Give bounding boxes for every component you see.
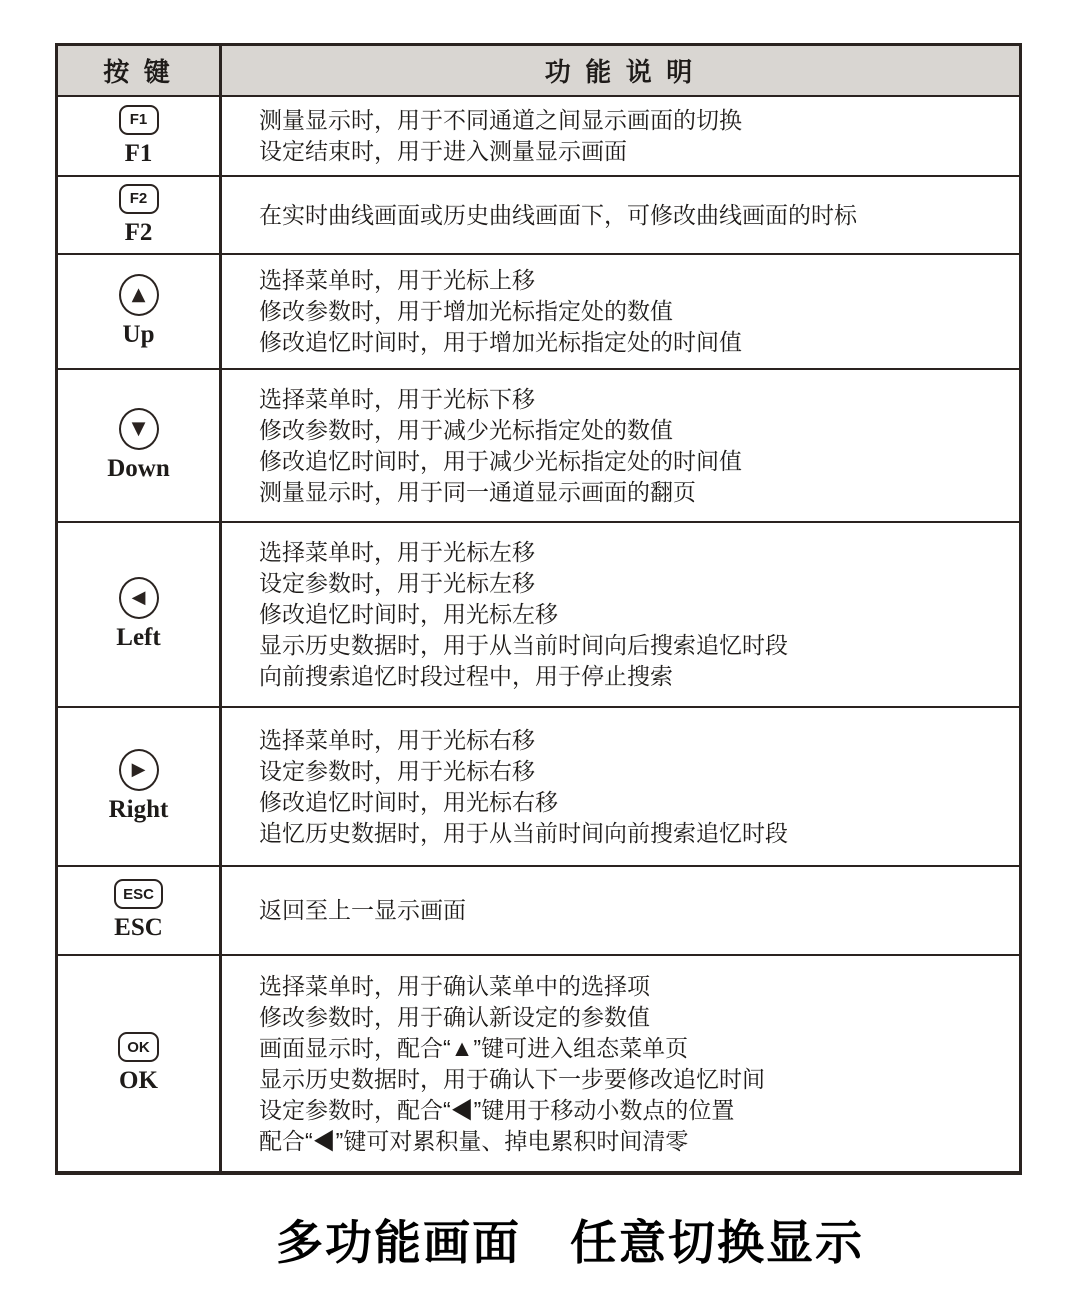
key-label: Right [108,796,169,823]
function-cell [222,523,1019,706]
function-line: 测量显示时，用于不同通道之间显示画面的切换 [259,107,742,133]
key-label: Left [116,624,161,651]
table-row [58,175,1019,253]
up-arrow-key-icon [119,274,159,316]
function-line: 修改追忆时间时，用于增加光标指定处的时间值 [259,329,742,355]
function-line: 选择菜单时，用于光标上移 [259,267,535,293]
footer-title: 多功能画面 任意切换显示 [276,1216,864,1269]
right-arrow-key-icon [119,749,159,791]
table-row [58,521,1019,706]
function-line: 选择菜单时，用于光标左移 [259,539,535,565]
function-line: 选择菜单时，用于光标下移 [259,385,535,412]
function-line: 设定参数时，用于光标右移 [259,757,535,784]
table-row [58,95,1019,175]
function-line: 测量显示时，用于同一通道显示画面的翻页 [259,478,696,505]
function-line: 画面显示时，配合“▲”键可进入组态菜单页 [259,1034,689,1061]
up-arrow-glyph: ▲ [131,284,146,305]
function-line: 修改追忆时间时，用光标左移 [259,601,558,627]
key-cell [58,956,222,1171]
down-arrow-glyph: ▼ [131,418,146,439]
function-cell [222,97,1019,175]
key-label: F1 [124,139,153,167]
function-line: 显示历史数据时，用于确认下一步要修改追忆时间 [259,1065,765,1092]
header-key-column: 按 键 [58,46,222,95]
function-cell [222,956,1019,1171]
function-line: 返回至上一显示画面 [259,897,466,923]
function-cell [222,255,1019,368]
function-line: 在实时曲线画面或历史曲线画面下，可修改曲线画面的时标 [259,201,857,228]
table-row [58,368,1019,521]
function-line: 修改追忆时间时，用光标右移 [259,788,558,815]
function-line: 设定参数时，用于光标左移 [259,570,535,596]
table-row [58,865,1019,954]
key-label: Down [107,455,170,482]
table-body [58,95,1019,1171]
function-line: 修改参数时，用于确认新设定的参数值 [259,1003,650,1030]
function-cell [222,177,1019,253]
function-line: 修改追忆时间时，用于减少光标指定处的时间值 [259,447,742,474]
function-line: 选择菜单时，用于确认菜单中的选择项 [259,972,650,999]
function-line: 配合“◀”键可对累积量、掉电累积时间清零 [259,1127,689,1154]
function-line: 修改参数时，用于减少光标指定处的数值 [259,416,673,443]
function-line: 选择菜单时，用于光标右移 [259,726,535,753]
function-line: 向前搜索追忆时段过程中，用于停止搜索 [259,663,673,689]
table-header-row [58,46,1019,95]
ok-key-icon: OK [118,1032,159,1062]
function-line: 显示历史数据时，用于从当前时间向后搜索追忆时段 [259,632,788,658]
left-arrow-glyph: ◀ [131,587,146,608]
table-row [58,706,1019,865]
key-label: OK [119,1067,158,1094]
left-arrow-key-icon [119,577,159,619]
key-cell [58,370,222,521]
function-line: 设定参数时，配合“◀”键用于移动小数点的位置 [259,1096,735,1123]
function-line: 修改参数时，用于增加光标指定处的数值 [259,298,673,324]
down-arrow-key-icon [119,408,159,450]
key-cell [58,177,222,253]
function-line: 设定结束时，用于进入测量显示画面 [259,138,627,164]
right-arrow-glyph: ▶ [131,759,146,780]
key-cell [58,708,222,865]
key-label: F2 [124,218,153,246]
key-cell [58,255,222,368]
table-row [58,954,1019,1171]
f1-key-icon: F1 [119,105,159,135]
key-label: Up [122,321,155,348]
key-cell [58,867,222,954]
function-cell [222,370,1019,521]
function-cell [222,867,1019,954]
key-cell [58,523,222,706]
key-label: ESC [114,914,163,941]
function-cell [222,708,1019,865]
esc-key-icon: ESC [114,879,163,909]
header-function-column: 功 能 说 明 [544,58,697,87]
f2-key-icon: F2 [119,184,159,214]
key-cell [58,97,222,175]
table-row [58,253,1019,368]
key-function-table [55,43,1022,1175]
function-line: 追忆历史数据时，用于从当前时间向前搜索追忆时段 [259,819,788,846]
